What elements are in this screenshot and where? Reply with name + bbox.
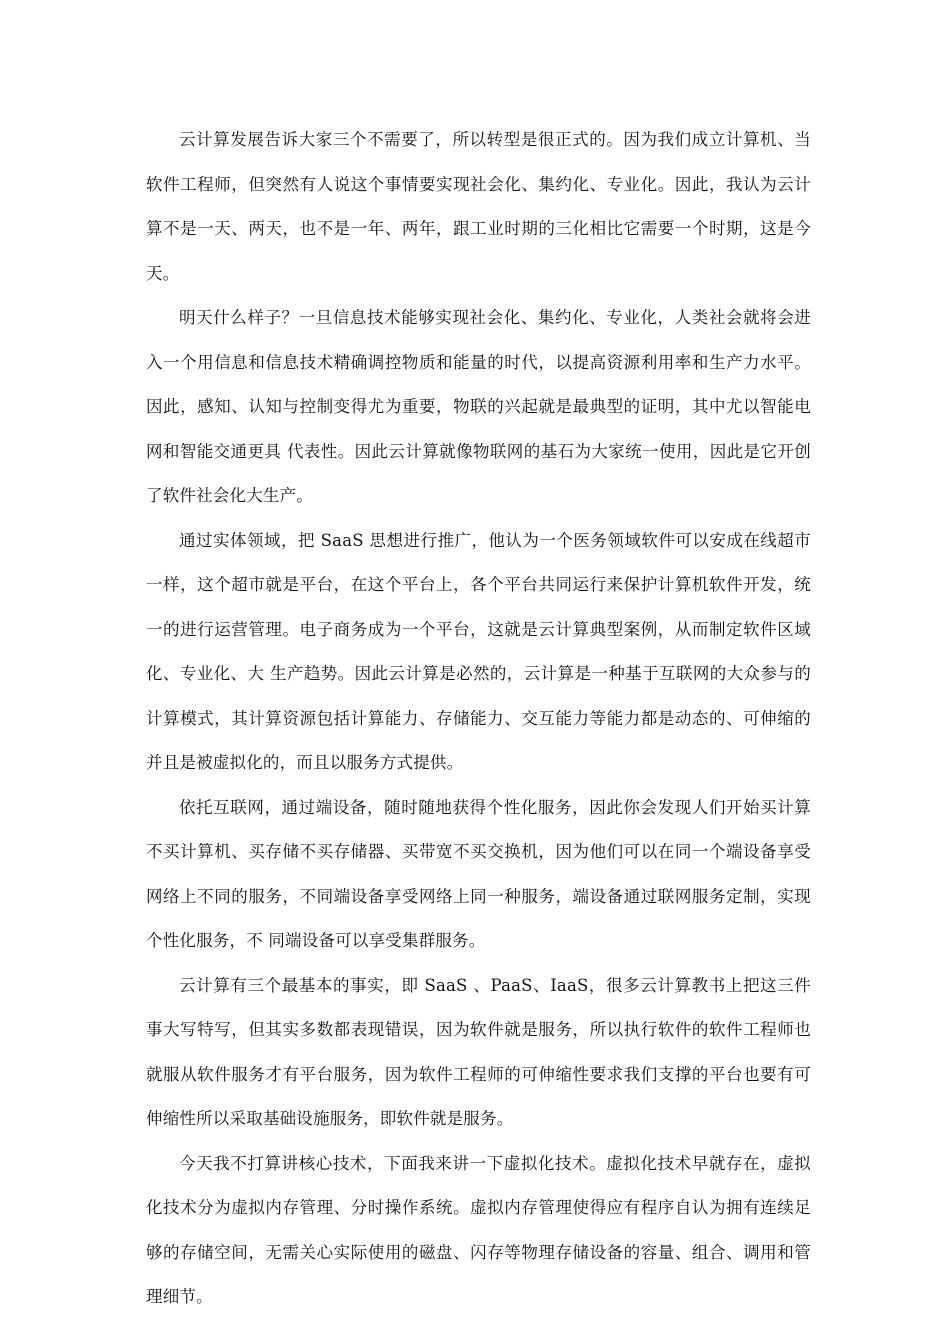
paragraph-5: 云计算有三个最基本的事实，即 SaaS 、PaaS、IaaS，很多云计算教书上把这三件事大写特写，但其实多数都表现错误，因为软件就是服务，所以执行软件的软件工程师也就服从软件服务才有平台服务，因为软件工程师的可伸缩性要求我们支撑的平台也要有可伸缩性所以采取基础设施服务，即软件就是服务。 — [146, 975, 811, 1128]
paragraph-4: 依托互联网，通过端设备，随时随地获得个性化服务，因此你会发现人们开始买计算不买计算机、买存储不买存储器、买带宽不买交换机，因为他们可以在同一个端设备享受网络上不同的服务，不同端设备享受网络上同一种服务，端设备通过联网服务定制，实现个性化服务，不 同端设备可以享受集群服务。 — [146, 797, 811, 950]
paragraph-2: 明天什么样子？一旦信息技术能够实现社会化、集约化、专业化，人类社会就将会进入一个用信息和信息技术精确调控物质和能量的时代，以提高资源利用率和生产力水平。因此，感知、认知与控制变得尤为重要，物联的兴起就是最典型的证明，其中尤以智能电网和智能交通更具 代表性。因此云计算就像物联网的基石为大家统一使用，因此是它开创了软件社会化大生产。 — [146, 308, 811, 505]
paragraph-6: 今天我不打算讲核心技术，下面我来讲一下虚拟化技术。虚拟化技术早就存在，虚拟化技术分为虚拟内存管理、分时操作系统。虚拟内存管理使得应有程序自认为拥有连续足够的存储空间，无需关心实际使用的磁盘、闪存等物理存储设备的容量、组合、调用和管理细节。 — [146, 1153, 811, 1306]
paragraph-1: 云计算发展告诉大家三个不需要了，所以转型是很正式的。因为我们成立计算机、当软件工程师，但突然有人说这个事情要实现社会化、集约化、专业化。因此，我认为云计算不是一天、两天，也不是一年、两年，跟工业时期的三化相比它需要一个时期，这是今天。 — [146, 130, 811, 283]
paragraph-3: 通过实体领域，把 SaaS 思想进行推广，他认为一个医务领域软件可以安成在线超市一样，这个超市就是平台，在这个平台上，各个平台共同运行来保护计算机软件开发，统一的进行运营管理。电子商务成为一个平台，这就是云计算典型案例，从而制定软件区域化、专业化、大 生产趋势。因此云计算是必然的，云计算是一种基于互联网的大众参与的计算模式，其计算资源包括计算能力、存储能力、交互能力等能力都是动态的、可伸缩的并且是被虚拟化的，而且以服务方式提供。 — [146, 530, 811, 772]
document-body — [146, 118, 811, 1320]
